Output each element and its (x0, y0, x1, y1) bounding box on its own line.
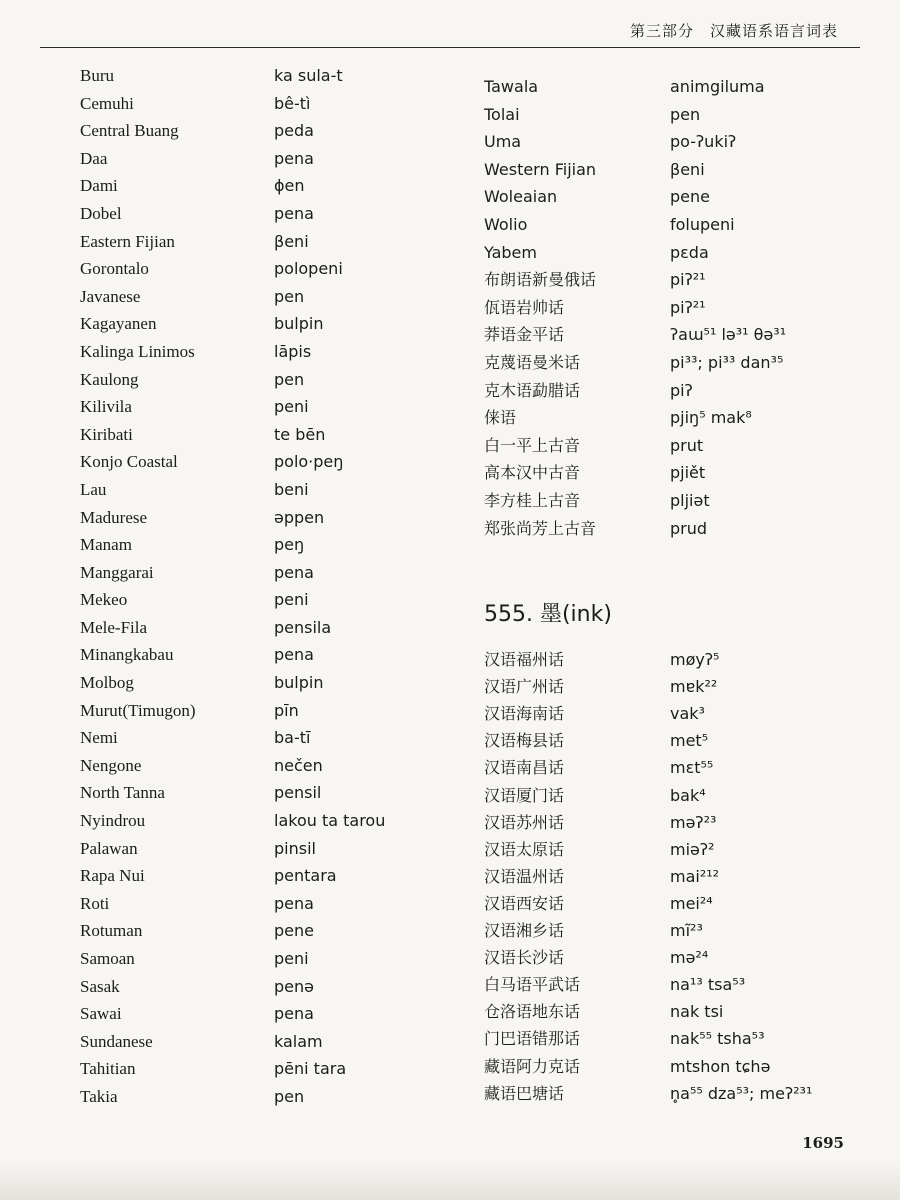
language-name: 汉语长沙话 (484, 948, 565, 968)
entry-row (80, 614, 450, 642)
word-form: nak tsi (670, 1002, 724, 1022)
language-name: Kaulong (80, 369, 139, 389)
word-form: na¹³ tsa⁵³ (670, 975, 746, 995)
language-name: Gorontalo (80, 259, 149, 279)
entry-row (80, 1028, 450, 1056)
word-form: kalam (274, 1031, 323, 1051)
language-name: Dobel (80, 203, 122, 223)
entry-row (484, 432, 884, 460)
language-name: Wolio (484, 214, 528, 234)
language-name: Kagayanen (80, 314, 157, 334)
word-form: te bēn (274, 424, 326, 444)
language-name: 莽语金平话 (484, 325, 565, 345)
language-name: 汉语湘乡话 (484, 921, 565, 941)
word-form: nečen (274, 755, 323, 775)
language-name: North Tanna (80, 783, 165, 803)
entry-row (484, 971, 884, 998)
language-name: Cemuhi (80, 93, 134, 113)
language-name: Yabem (484, 242, 537, 262)
entry-row (484, 917, 884, 944)
entry-row (80, 973, 450, 1001)
word-form: polo·peŋ (274, 452, 344, 472)
word-form: miəʔ² (670, 839, 715, 859)
entry-row (484, 1025, 884, 1052)
language-name: Madurese (80, 507, 148, 527)
word-form: peŋ (274, 535, 305, 555)
entry-row (80, 504, 450, 532)
left-column (80, 62, 450, 1111)
word-form: pensila (274, 617, 332, 637)
word-form: pentara (274, 866, 337, 886)
language-name: 高本汉中古音 (484, 463, 581, 483)
language-name: Tolai (484, 104, 520, 124)
language-name: Kilivila (80, 397, 132, 417)
entry-row (80, 117, 450, 145)
entry-row (80, 917, 450, 945)
language-name: 汉语南昌话 (484, 758, 565, 778)
word-form: peni (274, 397, 309, 417)
entry-row (484, 128, 884, 156)
language-name: Palawan (80, 838, 138, 858)
word-form: βeni (274, 231, 309, 251)
word-form: møyʔ⁵ (670, 650, 720, 670)
word-form: po-ʔukiʔ (670, 132, 737, 152)
language-name: 汉语福州话 (484, 650, 565, 670)
word-form: peda (274, 121, 314, 141)
language-name: Daa (80, 148, 108, 168)
word-form: mɐk²² (670, 677, 718, 697)
word-form: bê-tì (274, 93, 311, 113)
language-name: 白马语平武话 (484, 975, 581, 995)
language-name: Uma (484, 132, 522, 152)
entry-row (484, 101, 884, 129)
language-name: Kiribati (80, 424, 133, 444)
entry-row (484, 646, 884, 673)
entry-row (80, 283, 450, 311)
word-form: pjiŋ⁵ mak⁸ (670, 408, 752, 428)
section-heading: 555. 墨(ink) (484, 602, 612, 628)
entry-row (80, 228, 450, 256)
language-name: Dami (80, 176, 118, 196)
word-form: pīn (274, 700, 299, 720)
language-name: Woleaian (484, 187, 558, 207)
word-form: animgiluma (670, 77, 765, 96)
word-form: pjiět (670, 463, 706, 483)
entry-row (484, 944, 884, 971)
entry-row (484, 998, 884, 1025)
word-form: ka sula-t (274, 66, 343, 85)
language-name: Minangkabau (80, 645, 174, 665)
word-form: nak⁵⁵ tsha⁵³ (670, 1029, 765, 1049)
word-form: piʔ²¹ (670, 270, 706, 290)
language-name: Central Buang (80, 121, 179, 141)
language-name: Sawai (80, 1004, 122, 1024)
language-name: Konjo Coastal (80, 452, 178, 472)
right-entries-top (484, 73, 884, 542)
language-name: 布朗语新曼俄话 (484, 270, 597, 290)
language-name: Sasak (80, 976, 120, 996)
word-form: mĩ²³ (670, 921, 703, 941)
entry-row (80, 476, 450, 504)
word-form: bak⁴ (670, 785, 706, 805)
word-form: prut (670, 435, 704, 455)
entry-row (80, 835, 450, 863)
entry-row (484, 673, 884, 700)
entry-row (484, 73, 884, 101)
word-form: polopeni (274, 259, 343, 279)
language-name: Javanese (80, 286, 141, 306)
word-form: mɛt⁵⁵ (670, 758, 714, 778)
word-form: pi³³; pi³³ dan³⁵ (670, 352, 784, 372)
language-name: Lau (80, 479, 107, 499)
word-form: pena (274, 562, 314, 582)
entry-row (484, 836, 884, 863)
word-form: pene (274, 921, 314, 941)
word-form: pēni tara (274, 1059, 347, 1079)
word-form: peni (274, 590, 309, 610)
entry-row (80, 366, 450, 394)
language-name: 门巴语错那话 (484, 1029, 581, 1049)
entry-row (484, 754, 884, 781)
language-name: Kalinga Linimos (80, 341, 195, 361)
language-name: 克蔑语曼米话 (484, 352, 581, 372)
entry-row (484, 321, 884, 349)
entry-row (80, 393, 450, 421)
entry-row (80, 200, 450, 228)
language-name: 佤语岩帅话 (484, 297, 565, 317)
entry-row (80, 641, 450, 669)
word-form: peni (274, 949, 309, 968)
word-form: pena (274, 1004, 314, 1024)
language-name: 汉语西安话 (484, 893, 565, 913)
word-form: n̥a⁵⁵ dza⁵³; meʔ²³¹ (670, 1083, 813, 1103)
language-name: 汉语苏州话 (484, 812, 565, 832)
entry-row (484, 727, 884, 754)
entry-row (80, 862, 450, 890)
word-form: pena (274, 645, 314, 665)
entry-row (80, 448, 450, 476)
language-name: Manam (80, 535, 132, 555)
language-name: Manggarai (80, 562, 154, 582)
entry-row (80, 1000, 450, 1028)
entry-row (484, 487, 884, 515)
entry-row (484, 1053, 884, 1080)
entry-row (80, 724, 450, 752)
entry-row (80, 145, 450, 173)
entry-row (80, 697, 450, 725)
entry-row (80, 1055, 450, 1083)
entry-row (80, 172, 450, 200)
entry-row (80, 421, 450, 449)
language-name: Molbog (80, 673, 134, 693)
language-name: Eastern Fijian (80, 231, 175, 251)
entry-row (80, 90, 450, 118)
language-name: 藏语阿力克话 (484, 1056, 581, 1076)
language-name: Roti (80, 893, 110, 913)
word-form: pene (670, 187, 710, 207)
entry-row (80, 779, 450, 807)
word-form: pinsil (274, 838, 316, 858)
word-form: pena (274, 203, 314, 223)
word-form: piʔ (670, 380, 693, 400)
entry-row (80, 559, 450, 587)
word-form: folupeni (670, 214, 735, 234)
language-name: Mele-Fila (80, 617, 148, 637)
word-form: bulpin (274, 673, 324, 693)
language-name: 汉语太原话 (484, 839, 565, 859)
word-form: ʔaɯ⁵¹ lə³¹ θə³¹ (670, 325, 787, 345)
entry-row (484, 515, 884, 543)
entry-row (80, 338, 450, 366)
word-form: məʔ²³ (670, 812, 717, 832)
language-name: 郑张尚芳上古音 (484, 518, 597, 538)
entry-row (484, 1080, 884, 1107)
entry-row (484, 266, 884, 294)
language-name: Tawala (484, 77, 539, 96)
word-form: mai²¹² (670, 866, 720, 886)
language-name: 藏语巴塘话 (484, 1083, 565, 1103)
word-form: mei²⁴ (670, 893, 713, 913)
word-form: pen (274, 369, 305, 389)
word-form: beni (274, 479, 309, 499)
entry-row (80, 586, 450, 614)
language-name: 汉语梅县话 (484, 731, 565, 751)
entry-row (484, 349, 884, 377)
word-form: lāpis (274, 341, 312, 361)
entry-row (484, 809, 884, 836)
language-name: Sundanese (80, 1031, 153, 1051)
entry-row (484, 156, 884, 184)
language-name: Mekeo (80, 590, 128, 610)
language-name: Samoan (80, 949, 135, 968)
running-header: 第三部分 汉藏语系语言词表 (40, 20, 860, 48)
word-form: vak³ (670, 704, 705, 724)
entry-row (484, 459, 884, 487)
word-form: bulpin (274, 314, 324, 334)
entry-row (484, 239, 884, 267)
language-name: 白一平上古音 (484, 435, 581, 455)
word-form: pena (274, 148, 314, 168)
word-form: pɛda (670, 242, 709, 262)
word-form: pen (274, 1086, 305, 1106)
language-name: 俫语 (484, 408, 517, 428)
language-name: 汉语温州话 (484, 866, 565, 886)
entry-row (484, 183, 884, 211)
language-name: Western Fijian (484, 159, 597, 179)
word-form: penə (274, 976, 314, 996)
word-form: piʔ²¹ (670, 297, 706, 317)
language-name: Nemi (80, 728, 118, 748)
language-name: 李方桂上古音 (484, 490, 581, 510)
language-name: 汉语厦门话 (484, 785, 565, 805)
language-name: 克木语勐腊话 (484, 380, 581, 400)
entry-row (484, 377, 884, 405)
language-name: 汉语广州话 (484, 677, 565, 697)
word-form: pena (274, 893, 314, 913)
language-name: 仓洛语地东话 (484, 1002, 581, 1022)
entry-row (484, 211, 884, 239)
word-form: mtshon tɕhə (670, 1056, 771, 1076)
language-name: Takia (80, 1086, 118, 1106)
entry-row (484, 294, 884, 322)
language-name: Tahitian (80, 1059, 136, 1079)
word-form: pen (670, 104, 701, 124)
entry-row (80, 255, 450, 283)
entry-row (80, 531, 450, 559)
entry-row (80, 62, 450, 90)
entry-row (80, 945, 450, 973)
language-name: 汉语海南话 (484, 704, 565, 724)
language-name: Nengone (80, 755, 142, 775)
right-column (484, 73, 884, 1107)
language-name: Rapa Nui (80, 866, 145, 886)
word-form: lakou ta tarou (274, 811, 386, 831)
page-number: 1695 (802, 1134, 844, 1152)
entry-row (80, 1083, 450, 1111)
language-name: Nyindrou (80, 811, 146, 831)
word-form: mə²⁴ (670, 948, 709, 968)
word-form: əppen (274, 507, 325, 527)
word-form: prud (670, 518, 708, 538)
entry-row (80, 752, 450, 780)
entry-row (80, 669, 450, 697)
entry-row (80, 890, 450, 918)
word-form: ɸen (274, 176, 305, 196)
word-form: pljiət (670, 490, 710, 510)
language-name: Murut(Timugon) (80, 700, 196, 720)
word-form: βeni (670, 159, 705, 179)
entry-row (484, 863, 884, 890)
word-form: pensil (274, 783, 322, 803)
entry-row (484, 404, 884, 432)
entry-row (484, 700, 884, 727)
word-form: ba-tī (274, 728, 311, 748)
right-entries-bottom (484, 646, 884, 1107)
entry-row (80, 310, 450, 338)
language-name: Rotuman (80, 921, 143, 941)
word-form: met⁵ (670, 731, 709, 751)
entry-row (80, 807, 450, 835)
entry-row (484, 890, 884, 917)
language-name: Buru (80, 66, 114, 85)
word-form: pen (274, 286, 305, 306)
page-bottom-shadow (0, 1160, 900, 1200)
entry-row (484, 782, 884, 809)
